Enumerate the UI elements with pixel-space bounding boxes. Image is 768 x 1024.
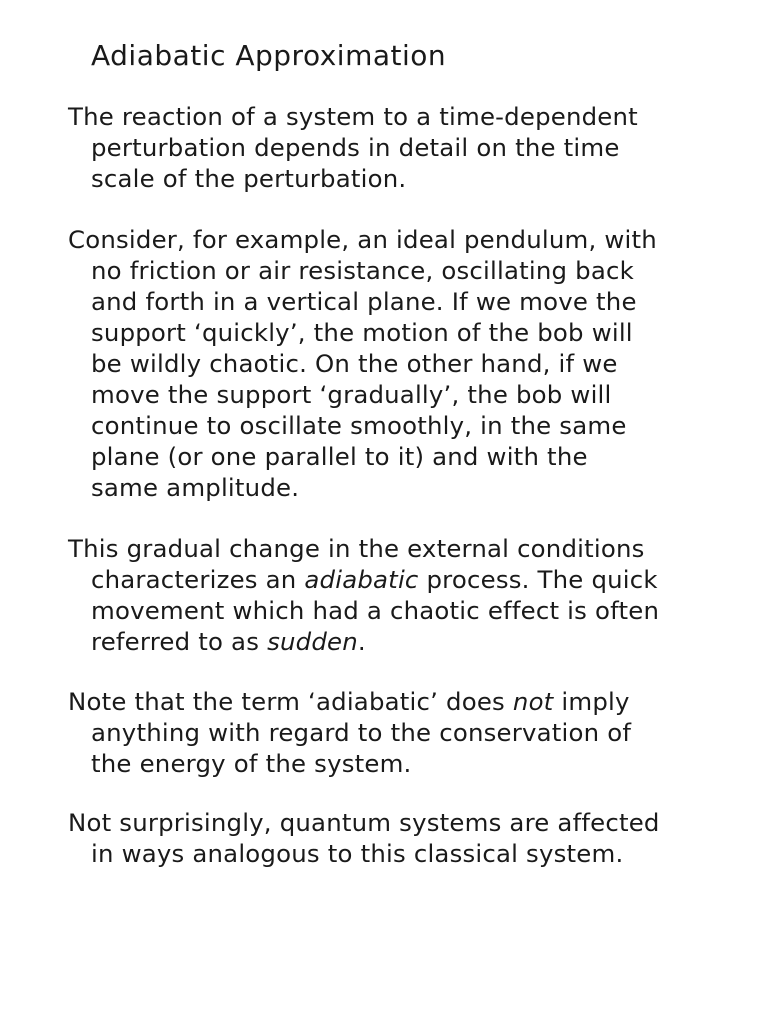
text-segment: Note that the term ‘adiabatic’ does (68, 687, 513, 716)
term-not: not (512, 687, 554, 716)
text-line: This gradual change in the external conditions (68, 534, 645, 563)
text-line: scale of the perturbation. (91, 164, 407, 193)
text-segment: . (357, 627, 366, 656)
term-adiabatic: adiabatic (304, 565, 419, 594)
text-line: same amplitude. (91, 473, 300, 502)
text-line (68, 686, 631, 717)
text-line: continue to oscillate smoothly, in the same (91, 411, 627, 440)
text-line: in ways analogous to this classical system. (91, 839, 624, 868)
page-title: Adiabatic Approximation (91, 39, 447, 72)
paragraph-quantum-systems (68, 807, 660, 869)
text-line: Consider, for example, an ideal pendulum, with (68, 225, 657, 254)
text-segment: process. The quick (418, 565, 658, 594)
paragraph-time-scale (68, 101, 638, 194)
paragraph-adiabatic-definition (68, 533, 659, 657)
text-line (68, 626, 659, 657)
text-line: move the support ‘gradually’, the bob will (91, 380, 612, 409)
text-line: no friction or air resistance, oscillating back (91, 256, 634, 285)
text-segment: characterizes an (91, 565, 305, 594)
paragraph-pendulum-example (68, 224, 657, 503)
text-line: perturbation depends in detail on the time (91, 133, 620, 162)
paragraph-energy-note (68, 686, 631, 779)
text-line: be wildly chaotic. On the other hand, if we (91, 349, 618, 378)
text-line (68, 564, 659, 595)
text-line: and forth in a vertical plane. If we move the (91, 287, 637, 316)
text-line: Not surprisingly, quantum systems are affected (68, 808, 660, 837)
text-line: The reaction of a system to a time-dependent (68, 102, 638, 131)
text-line: anything with regard to the conservation of (91, 718, 632, 747)
text-segment: referred to as (91, 627, 268, 656)
text-line: the energy of the system. (91, 749, 412, 778)
text-line: movement which had a chaotic effect is often (91, 596, 660, 625)
term-sudden: sudden (267, 627, 358, 656)
text-segment: imply (553, 687, 630, 716)
text-line: plane (or one parallel to it) and with the (91, 442, 588, 471)
text-line: support ‘quickly’, the motion of the bob will (91, 318, 633, 347)
